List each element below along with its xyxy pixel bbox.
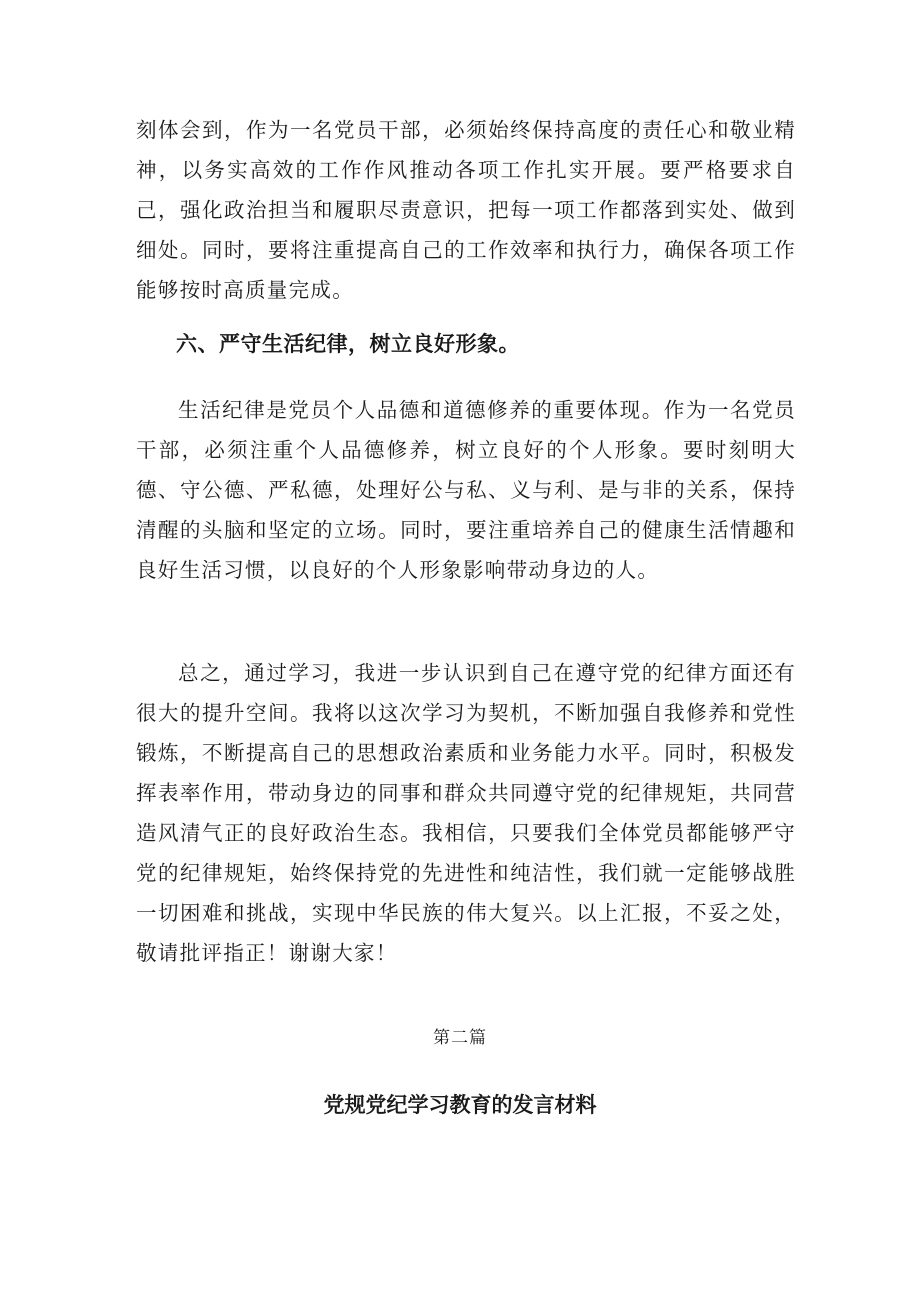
section-heading-6: 六、严守生活纪律，树立良好形象。: [176, 332, 520, 356]
paragraph-conclusion: 总之，通过学习，我进一步认识到自己在遵守党的纪律方面还有很大的提升空间。我将以这次学习为契机，不断加强自我修养和党性锻炼，不断提高自己的思想政治素质和业务能力水平。同时，积极发挥表率作用，带动身边的同事和群众共同遵守党的纪律规矩，共同营造风清气正的良好政治生态。我相信，只要我们全体党员都能够严守党的纪律规矩，始终保持党的先进性和纯洁性，我们就一定能够战胜一切困难和挑战，实现中华民族的伟大复兴。以上汇报，不妥之处，敬请批评指正！谢谢大家！: [136, 661, 796, 965]
paragraph-continued: 刻体会到，作为一名党员干部，必须始终保持高度的责任心和敬业精神，以务实高效的工作作风推动各项工作扎实开展。要严格要求自己，强化政治担当和履职尽责意识，把每一项工作都落到实处、做到细处。同时，要将注重提高自己的工作效率和执行力，确保各项工作能够按时高质量完成。: [136, 118, 796, 302]
chapter-label: 第二篇: [433, 1028, 487, 1048]
document-title: 党规党纪学习教育的发言材料: [323, 1093, 597, 1117]
paragraph-life-discipline: 生活纪律是党员个人品德和道德修养的重要体现。作为一名党员干部，必须注重个人品德修养，树立良好的个人形象。要时刻明大德、守公德、严私德，处理好公与私、义与利、是与非的关系，保持清醒的头脑和坚定的立场。同时，要注重培养自己的健康生活情趣和良好生活习惯，以良好的个人形象影响带动身边的人。: [136, 398, 796, 582]
